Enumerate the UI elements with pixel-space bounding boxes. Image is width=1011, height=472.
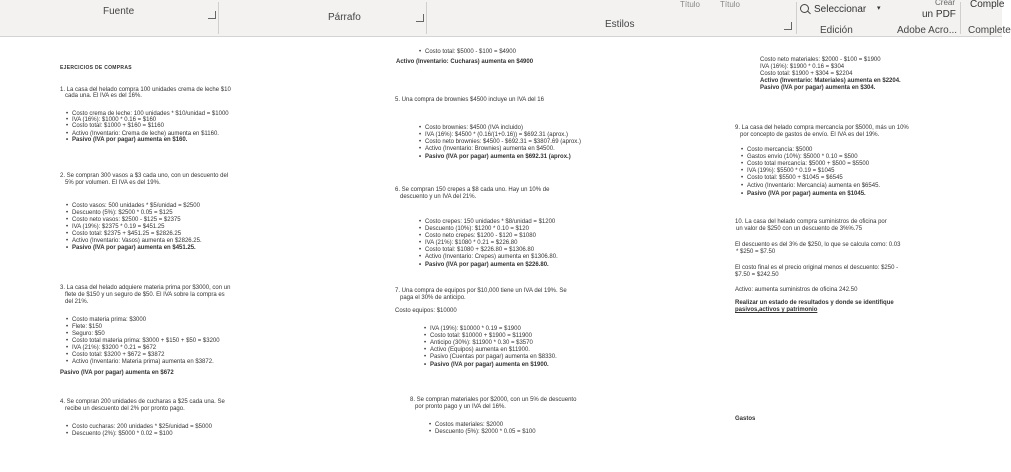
ribbon — [0, 0, 1011, 37]
calc-line: • Descuento (5%): $2500 * 0.05 = $125 — [72, 210, 173, 217]
paragraph-dialog-launcher-icon[interactable] — [416, 14, 424, 22]
calc-line: • Activo (Inventario: Mercancía) aumenta en $6545. — [747, 183, 880, 190]
calc-line: • Costos materiales: $2000 — [435, 422, 503, 429]
section-header: EJERCICIOS DE COMPRAS — [60, 65, 132, 71]
complete-group-label: Complete — [968, 25, 1011, 36]
calc-line: Costo total: $1900 + $304 = $2204 — [760, 71, 853, 77]
calc-line: • Seguro: $50 — [72, 331, 105, 338]
calc-line: • IVA (21%): $3200 * 0.21 = $672 — [72, 345, 156, 352]
calc-line: El descuento es del 3% de $250, lo que se calcula como: 0.03 — [735, 242, 901, 248]
expenses-label: Gastos — [735, 416, 756, 422]
exercise-4-line: recibe un descuento del 2% por pronto pago. — [65, 406, 185, 412]
calc-line: • Costo vasos: 500 unidades * $5/unidad = $2500 — [72, 203, 200, 210]
style-preview-2[interactable]: Título — [720, 0, 741, 9]
create-label[interactable]: Crear — [935, 0, 956, 7]
calc-line: • Descuento (2%): $5000 * 0.02 = $100 — [72, 431, 173, 438]
ribbon-separator — [960, 2, 961, 34]
calc-line: • Costo crema de leche: 100 unidades * $10/unidad = $1000 — [72, 111, 229, 118]
styles-group-label: Estilos — [605, 19, 635, 30]
instruction-line: Realizar un estado de resultados y donde se identifique — [735, 300, 894, 306]
instruction-line: pasivos,activos y patrimonio — [735, 307, 818, 313]
calc-line: • IVA (19%): $2375 * 0.19 = $451.25 — [72, 224, 164, 231]
calc-line: • Costo materia prima: $3000 — [72, 317, 146, 324]
exercise-6-line: descuento y un IVA del 21%. — [400, 194, 477, 200]
calc-line: Activo (Inventario: Cucharas) aumenta en $4900 — [396, 59, 534, 65]
calc-line: • Costo cucharas: 200 unidades * $25/unidad = $5000 — [72, 424, 212, 431]
adobe-group-label: Adobe Acro... — [897, 25, 958, 36]
calc-line: • Gastos envío (10%): $5000 * 0.10 = $500 — [747, 154, 858, 161]
select-dropdown-icon[interactable]: ▾ — [877, 5, 881, 12]
exercise-2-line: 5% por volumen. El IVA es del 19%. — [65, 180, 161, 186]
select-button[interactable]: Seleccionar — [814, 4, 867, 15]
calc-line: • Descuento (10%): $1200 * 0.10 = $120 — [425, 226, 529, 233]
exercise-7-line: 7. Una compra de equipos por $10,000 tiene un IVA del 19%. Se — [395, 288, 567, 294]
calc-line: • Pasivo (IVA por pagar) aumenta en $1900. — [430, 362, 549, 369]
calc-line: • Pasivo (IVA por pagar) aumenta en $692.31 (aprox.) — [425, 154, 571, 161]
paragraph-group-label: Párrafo — [328, 12, 361, 23]
exercise-3-line: del 21%. — [65, 299, 89, 305]
exercise-9-line: 9. La casa del helado compra mercancía por $5000, más un 10% — [735, 125, 909, 131]
ribbon-separator — [796, 2, 797, 34]
calc-line: • Costo neto vasos: $2500 - $125 = $2375 — [72, 217, 181, 224]
create-pdf-button[interactable]: un PDF — [922, 9, 956, 20]
calc-line: IVA (16%): $1900 * 0.16 = $304 — [760, 64, 845, 70]
exercise-3-line: flete de $150 y un seguro de $50. El IVA sobre la compra es — [65, 292, 225, 298]
calc-line: Pasivo (IVA por pagar) aumenta en $304. — [760, 85, 876, 91]
calc-line: • Costo total: $1000 + $160 = $1160 — [72, 123, 164, 130]
calc-line: • Activo (Equipos) aumenta en $11900. — [430, 347, 530, 354]
calc-line: • Activo (Inventario: Vasos) aumenta en $2826.25. — [72, 238, 202, 245]
calc-line: • Flete: $150 — [72, 324, 102, 331]
calc-line: • Pasivo (IVA por pagar) aumenta en $226.80. — [425, 262, 549, 269]
calc-line: • Costo total materia prima: $3000 + $150 + $50 = $3200 — [72, 338, 220, 345]
calc-line: • IVA (16%): $1000 * 0.16 = $160 — [72, 117, 156, 124]
complete-button[interactable]: Comple — [970, 0, 1005, 10]
calc-line: • Costo total: $5000 - $100 = $4900 — [425, 49, 516, 56]
calc-line: • Activo (Inventario: Crepes) aumenta en $1306.80. — [425, 254, 558, 261]
calc-line: • Costo neto brownies: $4500 - $692.31 = $3807.69 (aprox.) — [425, 139, 581, 146]
calc-line: • Costo total: $10000 + $1900 = $11900 — [430, 333, 532, 340]
calc-line: • Pasivo (Cuentas por pagar) aumenta en $8330. — [430, 354, 557, 361]
calc-line: • Costo total: $1080 + $226.80 = $1306.80 — [425, 247, 534, 254]
calc-line: Pasivo (IVA por pagar) aumenta en $672 — [60, 370, 174, 376]
calc-line: Costo equipos: $10000 — [395, 308, 457, 314]
calc-line: • Costo total: $3200 + $672 = $3872 — [72, 352, 164, 359]
exercise-5-line: 5. Una compra de brownies $4500 incluye un IVA del 16 — [395, 97, 544, 103]
calc-line: • Costo mercancía: $5000 — [747, 147, 812, 154]
calc-line: • IVA (16%): $4500 * (0.16/(1+0.16)) = $692.31 (aprox.) — [425, 132, 568, 139]
calc-line: Activo (Inventario: Materiales) aumenta en $2204. — [760, 78, 901, 84]
exercise-4-line: 4. Se compran 200 unidades de cucharas a $25 cada una. Se — [60, 399, 225, 405]
exercise-6-line: 6. Se compran 150 crepes a $8 cada uno. Hay un 10% de — [395, 187, 550, 193]
exercise-7-line: paga el 30% de anticipo. — [400, 295, 466, 301]
calc-line: • Costo total: $5500 + $1045 = $6545 — [747, 175, 843, 182]
exercise-3-line: 3. La casa del helado adquiere materia prima por $3000, con un — [60, 285, 231, 291]
calc-line: $7.50 = $242.50 — [735, 272, 779, 278]
calc-line: • Activo (Inventario: Brownies) aumenta en $4500. — [425, 146, 555, 153]
exercise-9-line: por concepto de gastos de envío. El IVA es del 19%. — [740, 132, 880, 138]
document-page — [0, 37, 1002, 472]
calc-line: • Costo neto crepes: $1200 - $120 = $1080 — [425, 233, 536, 240]
select-icon — [800, 4, 809, 13]
calc-line: El costo final es el precio original menos el descuento: $250 - — [735, 265, 899, 271]
editing-group-label: Edición — [820, 25, 853, 36]
calc-line: • Activo (Inventario: Crema de leche) aumenta en $1160. — [72, 131, 219, 138]
calc-line: Activo: aumenta suministros de oficina 242.50 — [735, 287, 858, 293]
font-dialog-launcher-icon[interactable] — [208, 11, 216, 19]
calc-line: • Costo crepes: 150 unidades * $8/unidad = $1200 — [425, 219, 555, 226]
calc-line: • Costo brownies: $4500 (IVA incluido) — [425, 125, 523, 132]
calc-line: • IVA (19%): $10000 * 0.19 = $1900 — [430, 326, 521, 333]
exercise-10-line: 10. La casa del helado compra suministros de oficina por — [735, 219, 887, 225]
exercise-8-line: 8. Se compran materiales por $2000, con un 5% de descuento — [410, 397, 577, 403]
styles-dialog-launcher-icon[interactable] — [784, 22, 792, 30]
calc-line: • Costo total mercancía: $5000 + $500 = $5500 — [747, 161, 869, 168]
calc-line: • Pasivo (IVA por pagar) aumenta en $451.25. — [72, 245, 196, 252]
calc-line: • Pasivo (IVA por pagar) aumenta en $160. — [72, 137, 187, 144]
calc-line: • Costo total: $2375 + $451.25 = $2826.25 — [72, 231, 181, 238]
exercise-10-line: un valor de $250 con un descuento de 3%%.75 — [736, 226, 863, 232]
style-preview-1[interactable]: Título — [680, 0, 701, 9]
exercise-2-line: 2. Se compran 300 vasos a $3 cada uno, con un descuento del — [60, 173, 229, 179]
calc-line: • IVA (19%): $5500 * 0.19 = $1045 — [747, 168, 834, 175]
calc-line: • IVA (21%): $1080 * 0.21 = $226.80 — [425, 240, 517, 247]
calc-line: • Pasivo (IVA por pagar) aumenta en $1045. — [747, 191, 866, 198]
calc-line: • Anticipo (30%): $11900 * 0.30 = $3570 — [430, 340, 533, 347]
calc-line: • Descuento (5%): $2000 * 0.05 = $100 — [435, 429, 536, 436]
exercise-8-line: por pronto pago y un IVA del 16%. — [415, 404, 506, 410]
exercise-1-line: 1. La casa del helado compra 100 unidades crema de leche $10 — [60, 87, 231, 93]
calc-line: * $250 = $7.50 — [736, 249, 776, 255]
calc-line: Costo neto materiales: $2000 - $100 = $1900 — [760, 57, 881, 63]
exercise-1-line: cada una. El IVA es del 16%. — [65, 93, 142, 99]
ribbon-separator — [426, 2, 427, 34]
ribbon-separator — [218, 2, 219, 34]
calc-line: • Activo (Inventario: Materia prima) aumenta en $3872. — [72, 359, 214, 366]
font-group-label: Fuente — [103, 6, 135, 17]
